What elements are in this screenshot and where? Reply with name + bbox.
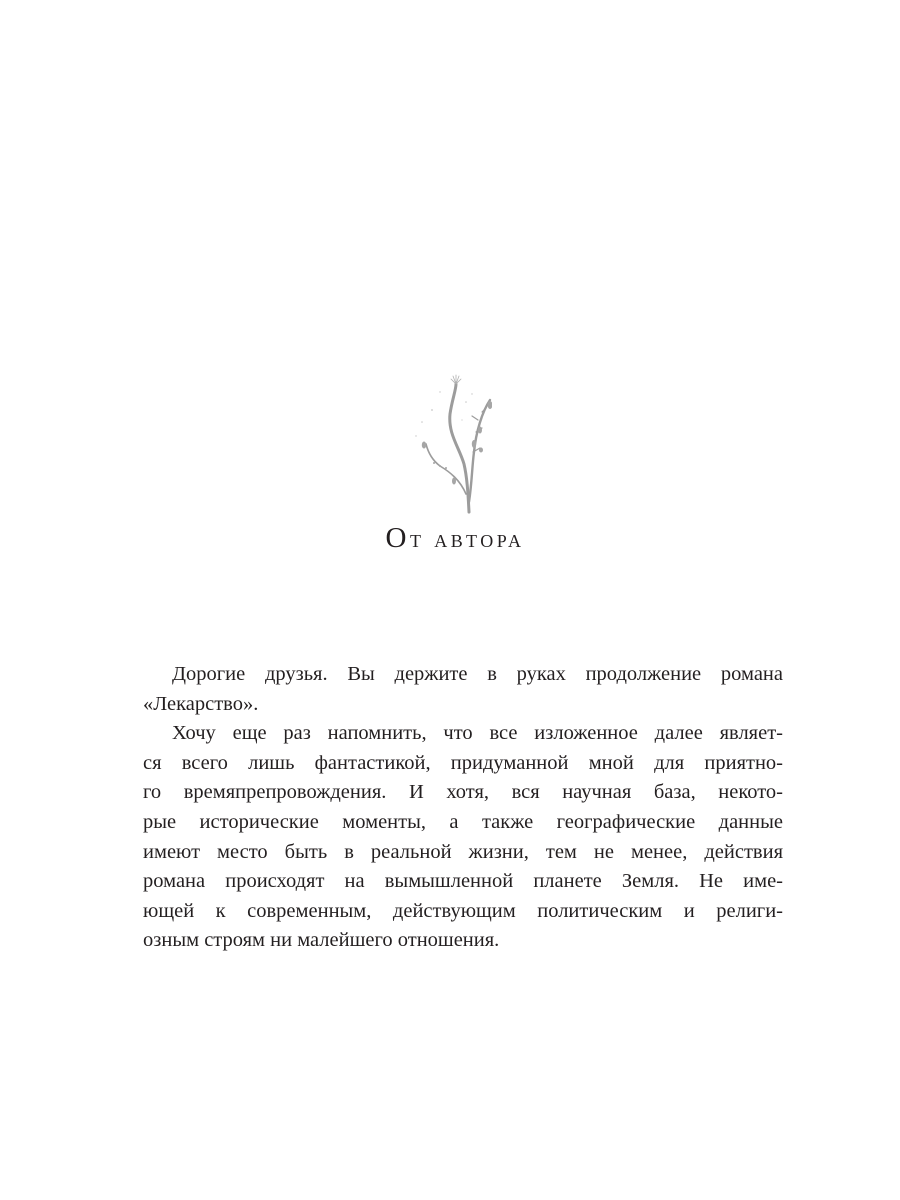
text-line: «Лекарство». — [143, 692, 259, 715]
chapter-title-initial: О — [385, 522, 410, 554]
text-line: Хочу еще раз напомнить, что все изложенное далее являет- — [172, 722, 783, 745]
paragraph-1 — [143, 660, 783, 719]
text-line: ся всего лишь фантастикой, придуманной мной для приятно- — [143, 751, 783, 774]
plant-sprig-ornament — [412, 372, 492, 517]
plant-sprig-icon — [412, 372, 492, 517]
text-line: имеют место быть в реальной жизни, тем не менее, действия — [143, 840, 783, 863]
text-line: романа происходят на вымышленной планете Земля. Не име- — [143, 870, 783, 893]
text-line: рые исторические моменты, а также географические данные — [143, 810, 783, 833]
body-text — [143, 660, 783, 956]
paragraph-2 — [143, 719, 783, 956]
text-line: го времяпрепровождения. И хотя, вся научная база, некото- — [143, 781, 783, 804]
text-line: Дорогие друзья. Вы держите в руках продолжение романа — [172, 663, 783, 685]
chapter-title-rest: т автора — [409, 526, 525, 553]
chapter-title — [0, 518, 900, 560]
text-line: озным строям ни малейшего отношения. — [143, 929, 500, 952]
text-line: ющей к современным, действующим политическим и религи- — [143, 899, 783, 922]
